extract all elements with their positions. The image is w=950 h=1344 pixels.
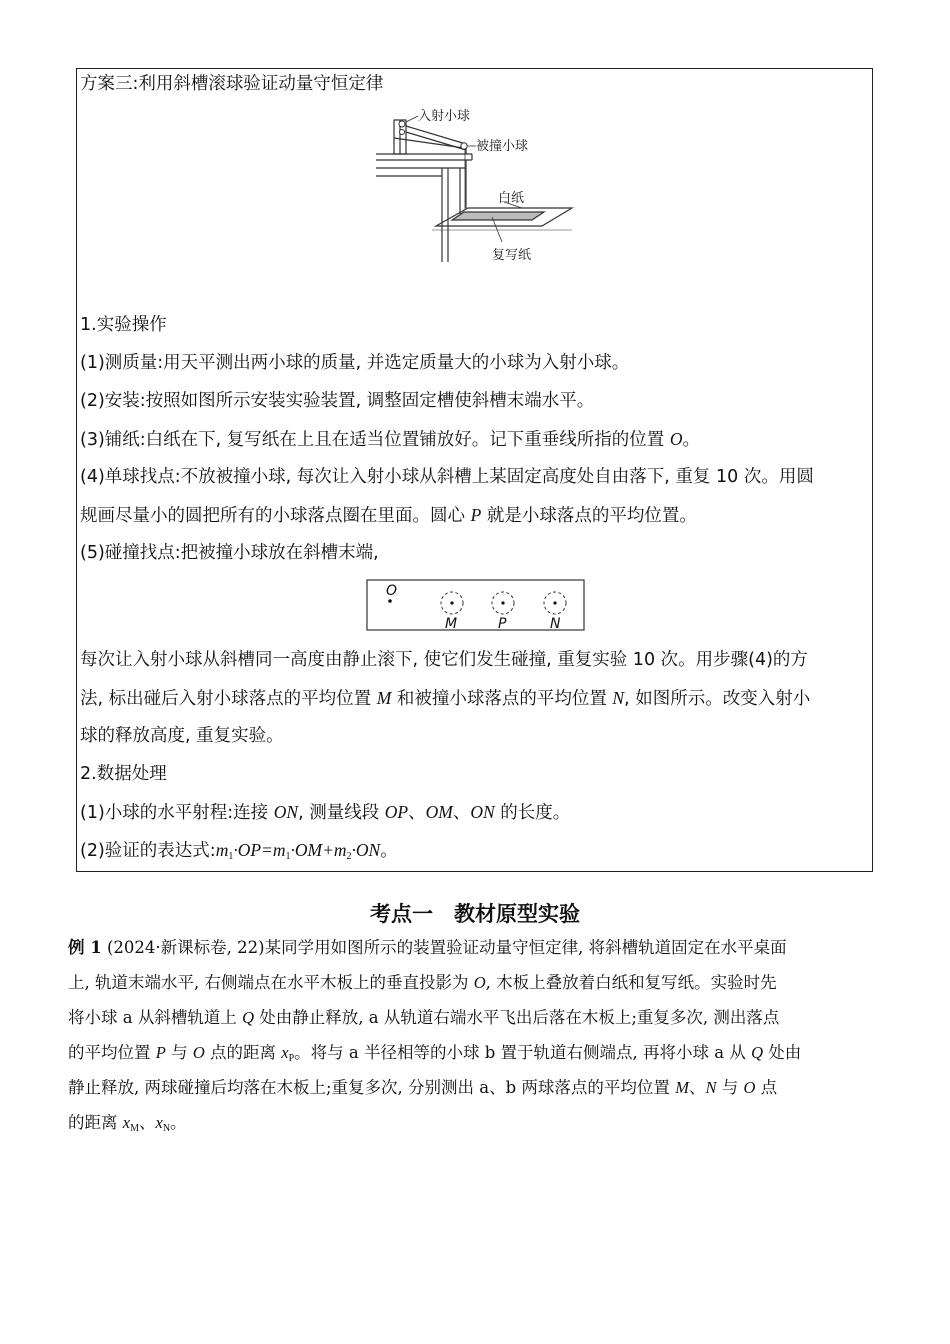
step-2: (2)安装:按照如图所示安装实验装置, 调整固定槽使斜槽末端水平。 [80, 391, 595, 411]
section-data: 2.数据处理 [80, 764, 167, 784]
example-line-4: 的平均位置 P 与 O 点的距离 $x_P$。将与 a 半径相等的小球 b 置于轨道右侧端点, 再将小球 a 从 Q 处由 [68, 1043, 802, 1064]
method-title: 方案三:利用斜槽滚球验证动量守恒定律 [80, 74, 384, 94]
section-operation: 1.实验操作 [80, 315, 167, 335]
label-incident-ball: 入射小球 [418, 109, 471, 124]
label-target-ball: 被撞小球 [476, 139, 529, 154]
point-p-label: P [498, 616, 507, 632]
collision-para-line-3: 球的释放高度, 重复实验。 [80, 726, 284, 746]
apparatus-figure [372, 104, 582, 266]
example-line-2: 上, 轨道末端水平, 右侧端点在水平木板上的垂直投影为 O, 木板上叠放着白纸和复写纸。实验时先 [68, 973, 777, 992]
point-m-label: M [445, 616, 458, 632]
point-n-label: N [550, 616, 561, 632]
example-line-6: 的距离 $x_M$、$x_N$。 [68, 1113, 187, 1134]
label-carbon-paper: 复写纸 [492, 248, 532, 263]
step-5: (5)碰撞找点:把被撞小球放在斜槽末端, [80, 543, 379, 563]
collision-para-line-2: 法, 标出碰后入射小球落点的平均位置 M 和被撞小球落点的平均位置 N, 如图所示。改变入射小 [80, 688, 811, 709]
label-white-paper: 白纸 [498, 191, 525, 206]
step-3: (3)铺纸:白纸在下, 复写纸在上且在适当位置铺放好。记下重垂线所指的位置 O。 [80, 429, 701, 450]
point-o-label: O [386, 583, 398, 599]
step-4-line-1: (4)单球找点:不放被撞小球, 每次让入射小球从斜槽上某固定高度处自由落下, 重复 10 次。用圆 [80, 467, 814, 487]
example-line-1: 例 1 (2024·新课标卷, 22)某同学用如图所示的装置验证动量守恒定律, 将斜槽轨道固定在水平桌面 [68, 938, 787, 957]
step-4-line-2: 规画尽量小的圆把所有的小球落点圈在里面。圆心 P 就是小球落点的平均位置。 [80, 505, 697, 526]
data-step-1: (1)小球的水平射程:连接 ON, 测量线段 OP、OM、ON 的长度。 [80, 802, 571, 823]
formula: $m_1\cdot OP=m_1\cdot OM+m_2\cdot ON$ [215, 840, 381, 862]
landing-points-figure [366, 578, 586, 634]
step-1: (1)测质量:用天平测出两小球的质量, 并选定质量大的小球为入射小球。 [80, 353, 630, 373]
example-line-3: 将小球 a 从斜槽轨道上 Q 处由静止释放, a 从轨道右端水平飞出后落在木板上;重复多次, 测出落点 [68, 1008, 780, 1027]
collision-para-line-1: 每次让入射小球从斜槽同一高度由静止滚下, 使它们发生碰撞, 重复实验 10 次。用步骤(4)的方 [80, 650, 808, 670]
data-step-2: (2)验证的表达式$:m_1\cdot OP=m_1\cdot OM+m_2\cdot ON$。 [80, 840, 398, 862]
section-heading: 考点一 教材原型实验 [370, 901, 580, 926]
example-line-5: 静止释放, 两球碰撞后均落在木板上;重复多次, 分别测出 a、b 两球落点的平均位置 M、N 与 O 点 [68, 1078, 778, 1097]
